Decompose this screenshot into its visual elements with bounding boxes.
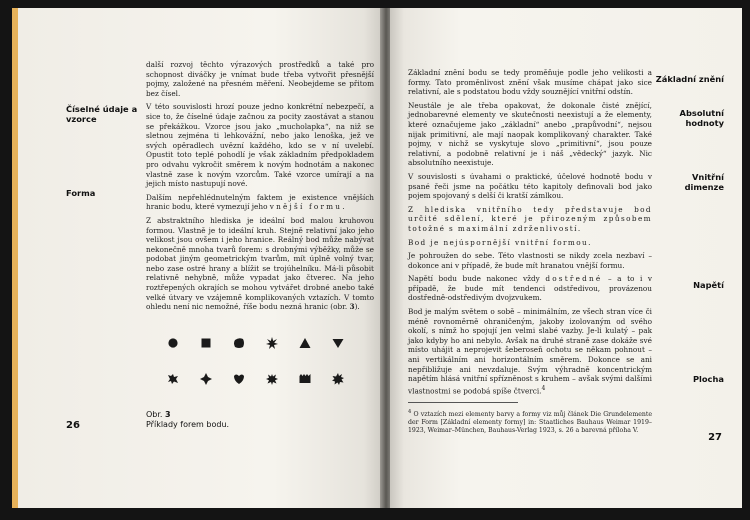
paragraph: Bod je malým světem o sobě – minimálním, ze všech stran více či méně rovnoměrně ohraničeným, jakoby izolovaným od svého okolí, s nímž ho spojují jen velmi slabé vazby. Je-li kulatý – pak jako kdyby ho ani nebylo. Avšak na druhé straně zase dokáže své místo uhájit a neprojevit šeberoseň ochotu se někam pohnout – ani vertikálním ani horizontálním směrem. Dokonce se ani nepřibližuje ani nevzdaluje. Svým výhradně koncentrickým napětím hlásá vnitřní spřízněnost s kruhem – avšak svými dalšími vlastnostmi se podobá spíše čtverci.$^4$: [408, 307, 652, 396]
shape-row-1: [166, 336, 366, 352]
paragraph: Napětí bodu bude nakonec vždy dostředné – a to i v případě, že bude mít tendenci odstředivou, provázenou dostředně-odstředivým dvojzvukem.: [408, 274, 652, 303]
right-page: [390, 8, 742, 508]
x-blob-icon: [166, 372, 180, 386]
figure-caption: Obr. 3 Příklady forem bodu.: [146, 410, 230, 429]
circle-icon: [166, 336, 180, 350]
spaced-phrase: vnější formu.: [269, 202, 347, 212]
spiky-ball-icon: [331, 372, 345, 386]
triangle-down-icon: [331, 336, 345, 350]
heart-blob-icon: [232, 372, 246, 386]
open-book: [12, 8, 742, 508]
margin-note-form: Forma: [66, 188, 96, 198]
margin-note-numbers: Číselné údaje a vzorce: [66, 104, 138, 124]
splat-icon: [265, 372, 279, 386]
paragraph: Je pohroužen do sebe. Této vlastnosti se nikdy zcela nezbaví – dokonce ani v případě, že bude mít hranatou vnější formu.: [408, 251, 652, 270]
footnote-rule: [408, 402, 518, 403]
square-icon: [199, 336, 213, 350]
paragraph: další rozvoj těchto výrazových prostředků a také pro schopnost diváčky je vnímat bude třeba vytvořit přesnější pojmy, založené na přesném měření. Neobejdeme se přitom bez čísel.: [146, 60, 374, 98]
right-body-text: [408, 68, 652, 400]
paragraph: V této souvislosti hrozí pouze jedno konkrétní nebezpečí, a sice to, že číselné údaje začnou za pocity zaostávat a stanou se překážkou. Vzorce jsou jako „mucholapka“, na niž se sletnou zejména ti lehkovážní, nebo jako lenoška, jež ve svých opěradlech uvězní každého, kdo se v ní uvelebí. Opustit toto teplé pohodlí je však základním předpokladem pro odvahu vykročit směrem k novým hodnotám a nakonec vlastně zase k novým vzorcům. Také vzorce umírají a na jejich místo nastupují nové.: [146, 102, 374, 189]
triangle-up-icon: [298, 336, 312, 350]
left-body-text: [146, 60, 374, 316]
footnote-ref: 4: [541, 384, 546, 392]
margin-note-basic-sound: Základní znění: [655, 74, 724, 84]
shape-row-2: [166, 372, 366, 388]
spaced-paragraph: Bod je nejúspornější vnitřní formou.: [408, 237, 592, 247]
figure-reference: 3: [349, 302, 355, 312]
page-number-left: 26: [66, 420, 80, 431]
paragraph: Z abstraktního hlediska je ideální bod malou kruhovou formou. Vlastně je to ideální kruh. Stejně relativní jako jeho velikost jsou ovšem i jeho hranice. Reálný bod může nabývat nekonečně mnoha tvarů forem: s drobnými výběžky, může se podobat jiným geometrickým tvarům, mít úplně volný tvar, nebo zase ostré hrany a blížit se trojúhelníku. Má-li působit relativně nehybně, může vypadat jako čtverec. Na jeho roztřepených okrajích se mohou vytvářet drobné anebo také velké útvary ve vzájemně komplikovaných vztazích. V tomto ohledu není nic nemožné, říše bodu nezná hranic (obr. 3).: [146, 215, 374, 312]
four-point-icon: [199, 372, 213, 386]
asterisk-icon: [265, 336, 279, 350]
margin-note-plane: Plocha: [692, 374, 724, 384]
page-number-right: 27: [708, 432, 722, 443]
spaced-paragraph: Z hlediska vnitřního tedy představuje bod určité sdělení, které je přirozeným způsobem totožné s maximální zdrženlivostí.: [408, 204, 652, 233]
paragraph: Základní znění bodu se tedy proměňuje podle jeho velikosti a formy. Tato proměnlivost znění však musíme chápat jako sice relativní, ale s podstatou bodu vždy souznějící vnitřní odstín.: [408, 68, 652, 97]
left-page: [12, 8, 382, 508]
comb-icon: [298, 372, 312, 386]
caption-text: Příklady forem bodu.: [146, 420, 230, 429]
margin-note-tension: Napětí: [693, 280, 724, 290]
paragraph: Neustále je ale třeba opakovat, že dokonale čisté znějící, jednobarevné elementy ve skutečnosti neexistují a že elementy, které označujeme jako „základní“ anebo „prapůvodní“, nejsou nijak primitivní, ale mají naopak komplikovaný charakter. Také pojmy, v nichž se vyskytuje slovo „primitivní“, jsou pouze relativní, a podobně relativní je i náš „vědecký“ jazyk. Nic absolutního neexistuje.: [408, 100, 652, 168]
margin-note-inner-dimension: Vnitřní dimenze: [684, 172, 724, 192]
paragraph: V souvislosti s úvahami o praktické, účelové hodnotě bodu v psané řeči jsme na počátku této kapitoly definovali bod jako pojem spojovaný s delší či kratší zámlkou.: [408, 171, 652, 201]
margin-note-absolute-values: Absolutní hodnoty: [679, 108, 724, 128]
paragraph: Dalším nepřehlédnutelným faktem je existence vnějších hranic bodu, které vymezují jeho vnější formu.: [146, 192, 374, 212]
rounded-blob-icon: [232, 336, 246, 350]
footnote: $^4$ O vztazích mezi elementy barvy a formy viz můj článek Die Grundelemente der Form [Základní elementy formy] in: Staatliches Bauhaus Weimar 1919–1923, Weimar–München, Bauhaus-Verlag 1923, s. 26 a barevná příloha V.: [408, 409, 652, 435]
spaced-phrase: dostředné: [545, 274, 603, 284]
